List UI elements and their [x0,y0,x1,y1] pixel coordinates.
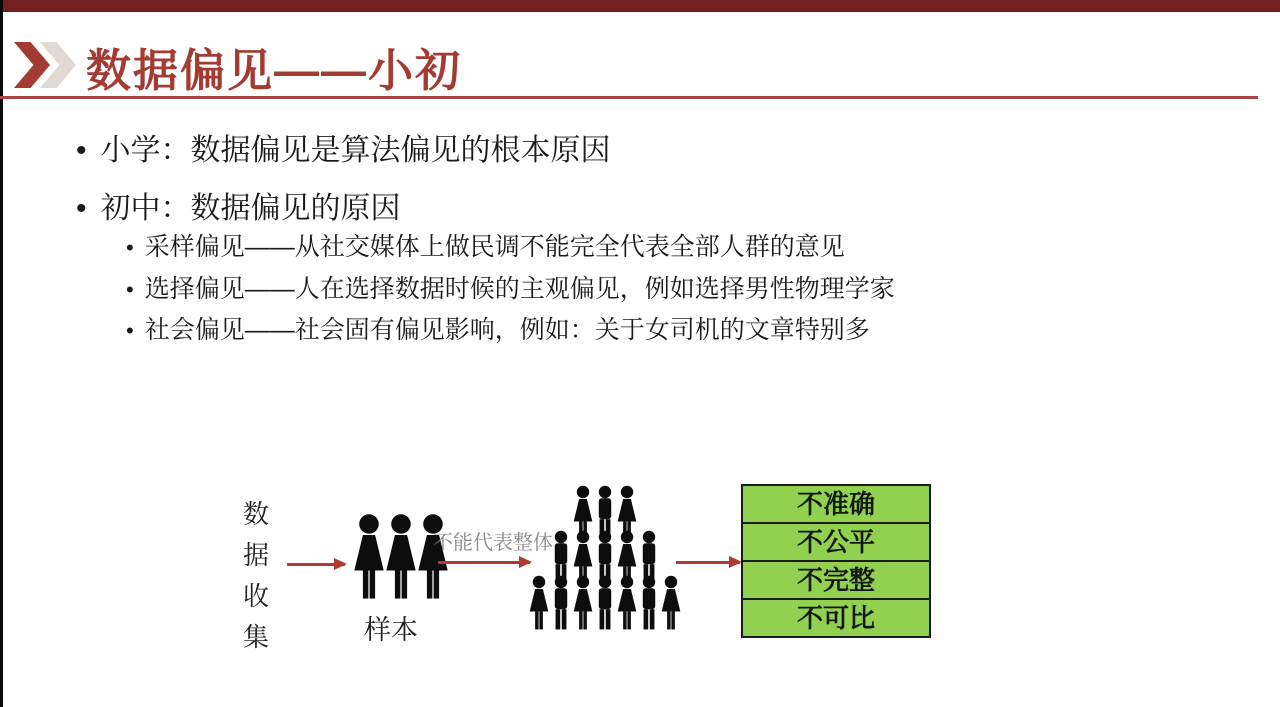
sub-bullet-text: 采样偏见——从社交媒体上做民调不能完全代表全部人群的意见 [144,233,845,261]
result-row: 不完整 [743,562,929,600]
bullet-item [76,134,611,168]
page-title: 数据偏见——小初 [86,45,463,96]
bullet-dot: • [76,192,87,225]
bullet-dot: • [126,277,134,302]
result-row: 不准确 [743,486,929,524]
sub-bullet-text: 选择偏见——人在选择数据时候的主观偏见，例如选择男性物理学家 [144,275,895,303]
bullet-dot: • [126,235,134,260]
result-row: 不公平 [743,524,929,562]
bias-result-table [741,484,931,638]
female-person-icon [657,575,685,631]
result-row: 不可比 [796,603,875,633]
pyramid-row [522,575,687,631]
sample-label: 样本 [364,615,418,645]
bullet-item [76,192,401,226]
sub-bullet-text: 社会偏见——社会固有偏见影响，例如：关于女司机的文章特别多 [144,316,870,344]
bullet-text: 初中：数据偏见的原因 [100,192,401,225]
data-collection-vertical-label [241,494,271,658]
vertical-label-char: 据 [242,540,269,570]
chevron-icon [14,42,50,88]
arrow-collect-to-sample [287,563,345,566]
arrow-population-to-results [676,561,740,564]
vertical-label-char: 数 [242,499,269,529]
screen-left-edge [0,0,3,707]
bullet-text: 小学：数据偏见是算法偏见的根本原因 [100,134,611,167]
arrow-sample-to-population [438,561,530,564]
sub-bullet-item [126,316,870,345]
sub-bullet-item [126,233,845,262]
bullet-dot: • [126,318,134,343]
population-pyramid-icons [522,485,687,631]
vertical-label-char: 集 [242,622,269,652]
sub-bullet-item [126,275,895,304]
double-chevron-icon [14,42,80,88]
vertical-label-char: 收 [242,581,269,611]
top-accent-bar [0,0,1280,12]
arrow-annotation: 不能代表整体 [433,532,553,554]
bullet-dot: • [76,134,87,167]
title-divider-line [0,96,1258,99]
